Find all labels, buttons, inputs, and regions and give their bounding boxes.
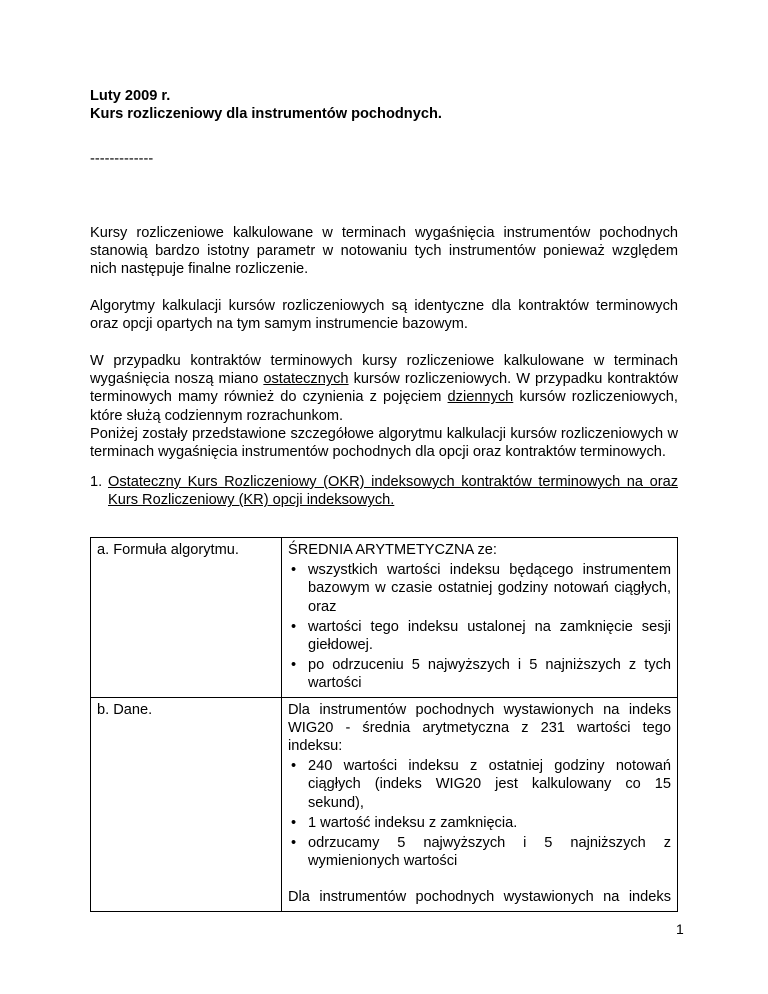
document-header [90,87,678,123]
page-number: 1 [676,921,684,937]
list-item: • 240 wartości indeksu z ostatniej godziny notowań ciągłych (indeks WIG20 jest kalkulowany co 15 sekund), [288,757,671,812]
document-title: Kurs rozliczeniowy dla instrumentów pochodnych. [90,106,442,123]
formula-label-cell [91,538,282,698]
document-date: Luty 2009 r. [90,88,171,104]
paragraph-below: Poniżej zostały przedstawione szczegółowe algorytmu kalkulacji kursów rozliczeniowych w terminach wygaśnięcia instrumentów pochodnych dla opcji oraz kontraktów terminowych. [90,426,678,461]
list-item: • 1 wartość indeksu z zamknięcia. [288,814,671,832]
separator-line: ------------- [90,151,154,167]
data-content-cell [282,697,678,911]
list-item: • wartości tego indeksu ustalonej na zamknięcie sesji giełdowej. [288,618,671,654]
data-label-cell [91,697,282,911]
paragraph-futures-part-1: W przypadku kontraktów terminowych kursy rozliczeniowe kalkulowane w terminach wygaśnięcia noszą miano [90,353,678,388]
data-label: b. Dane. [97,701,153,718]
formula-heading: ŚREDNIA ARYTMETYCZNA ze: [288,542,497,558]
formula-content-cell [282,538,678,698]
algorithm-table [90,537,678,912]
list-item: • odrzucamy 5 najwyższych i 5 najniższych z wymienionych wartości [288,834,671,870]
underlined-term-daily: dziennych [447,389,514,406]
list-item: • wszystkich wartości indeksu będącego instrumentem bazowym w czasie ostatniej godziny notowań ciągłych, oraz [288,561,671,616]
paragraph-intro: Kursy rozliczeniowe kalkulowane w terminach wygaśnięcia instrumentów pochodnych stanowią bardzo istotny parametr w notowaniu tych instrumentów ponieważ względem nich następuje finalne rozliczenie. [90,225,678,278]
data-bullet-list [288,757,671,870]
paragraph-algorithms: Algorytmy kalkulacji kursów rozliczeniowych są identyczne dla kontraktów terminowych oraz opcji opartych na tym samym instrumencie bazowym. [90,298,678,333]
paragraph-futures-part-2: kursów rozliczeniowych. W przypadku kontraktów terminowych mamy również do czynienia z pojęciem [90,371,679,406]
formula-label: a. Formuła algorytmu. [97,542,239,558]
table-row-data [91,697,678,911]
section-1-title: Ostateczny Kurs Rozliczeniowy (OKR) indeksowych kontraktów terminowych na oraz Kurs Rozliczeniowy (KR) opcji indeksowych. [108,474,678,509]
paragraph-futures-part-3: kursów rozliczeniowych, które służą codziennym rozrachunkom. [90,389,678,424]
data-intro: Dla instrumentów pochodnych wystawionych na indeks WIG20 - średnia arytmetyczna z 231 wartości tego indeksu: [288,701,671,755]
formula-bullet-list [288,561,671,692]
paragraph-futures [90,352,678,425]
underlined-term-final: ostatecznych [263,371,349,388]
section-1-heading [90,473,678,509]
section-1-number: 1. [90,474,103,490]
list-item: • po odrzuceniu 5 najwyższych i 5 najniższych z tych wartości [288,656,671,692]
table-row-formula [91,538,678,698]
data-outro: Dla instrumentów pochodnych wystawionych na indeks [288,889,671,906]
